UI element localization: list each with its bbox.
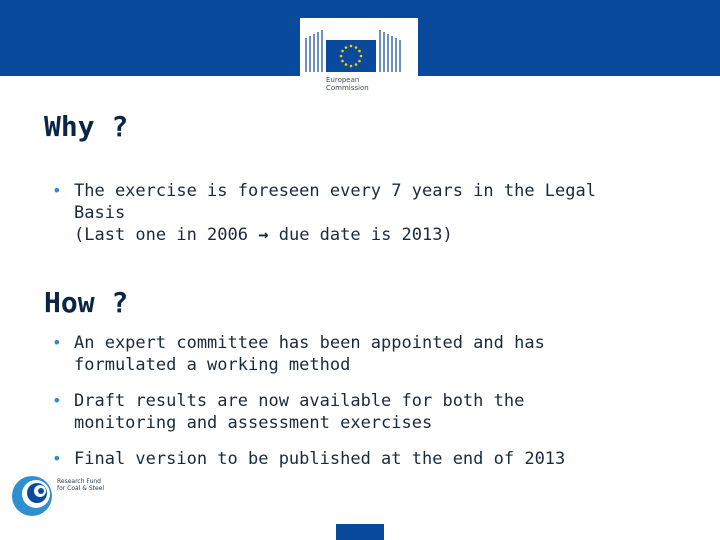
- list-item: [44, 180, 596, 246]
- list-item: [44, 448, 565, 470]
- bullet-line: Basis: [74, 203, 126, 223]
- why-heading: Why ?: [44, 110, 129, 143]
- bullet-text: (Last one in 2006: [74, 225, 259, 245]
- bullet-text: due date is 2013): [268, 225, 453, 245]
- research-fund-text: [57, 478, 104, 492]
- ec-logo-text: [326, 76, 369, 92]
- bottom-tab-marker: [336, 524, 384, 540]
- research-fund-logo: [10, 472, 120, 528]
- how-heading: How ?: [44, 286, 129, 319]
- bullet-line: • The exercise is foreseen every 7 years in the Legal: [74, 181, 596, 201]
- list-item: [44, 332, 565, 376]
- why-bullet-list: [44, 180, 596, 246]
- bullet-line: monitoring and assessment exercises: [74, 413, 433, 433]
- research-fund-line1: Research Fund: [57, 478, 101, 485]
- ec-logo-text-line2: Commission: [326, 84, 369, 92]
- bullet-line: formulated a working method: [74, 355, 351, 375]
- european-commission-logo: [300, 18, 418, 98]
- list-item: [44, 390, 565, 434]
- bullet-line: [74, 224, 596, 246]
- ec-logo-text-line1: European: [326, 76, 360, 84]
- bullet-line: • Draft results are now available for both the: [74, 391, 525, 411]
- bullet-line: • Final version to be published at the end of 2013: [74, 449, 566, 469]
- bullet-line: • An expert committee has been appointed and has: [74, 333, 545, 353]
- research-fund-line2: for Coal & Steel: [57, 485, 105, 492]
- how-bullet-list: [44, 332, 565, 484]
- arrow-right-icon: →: [258, 225, 269, 245]
- research-fund-swirl-icon: [10, 472, 56, 522]
